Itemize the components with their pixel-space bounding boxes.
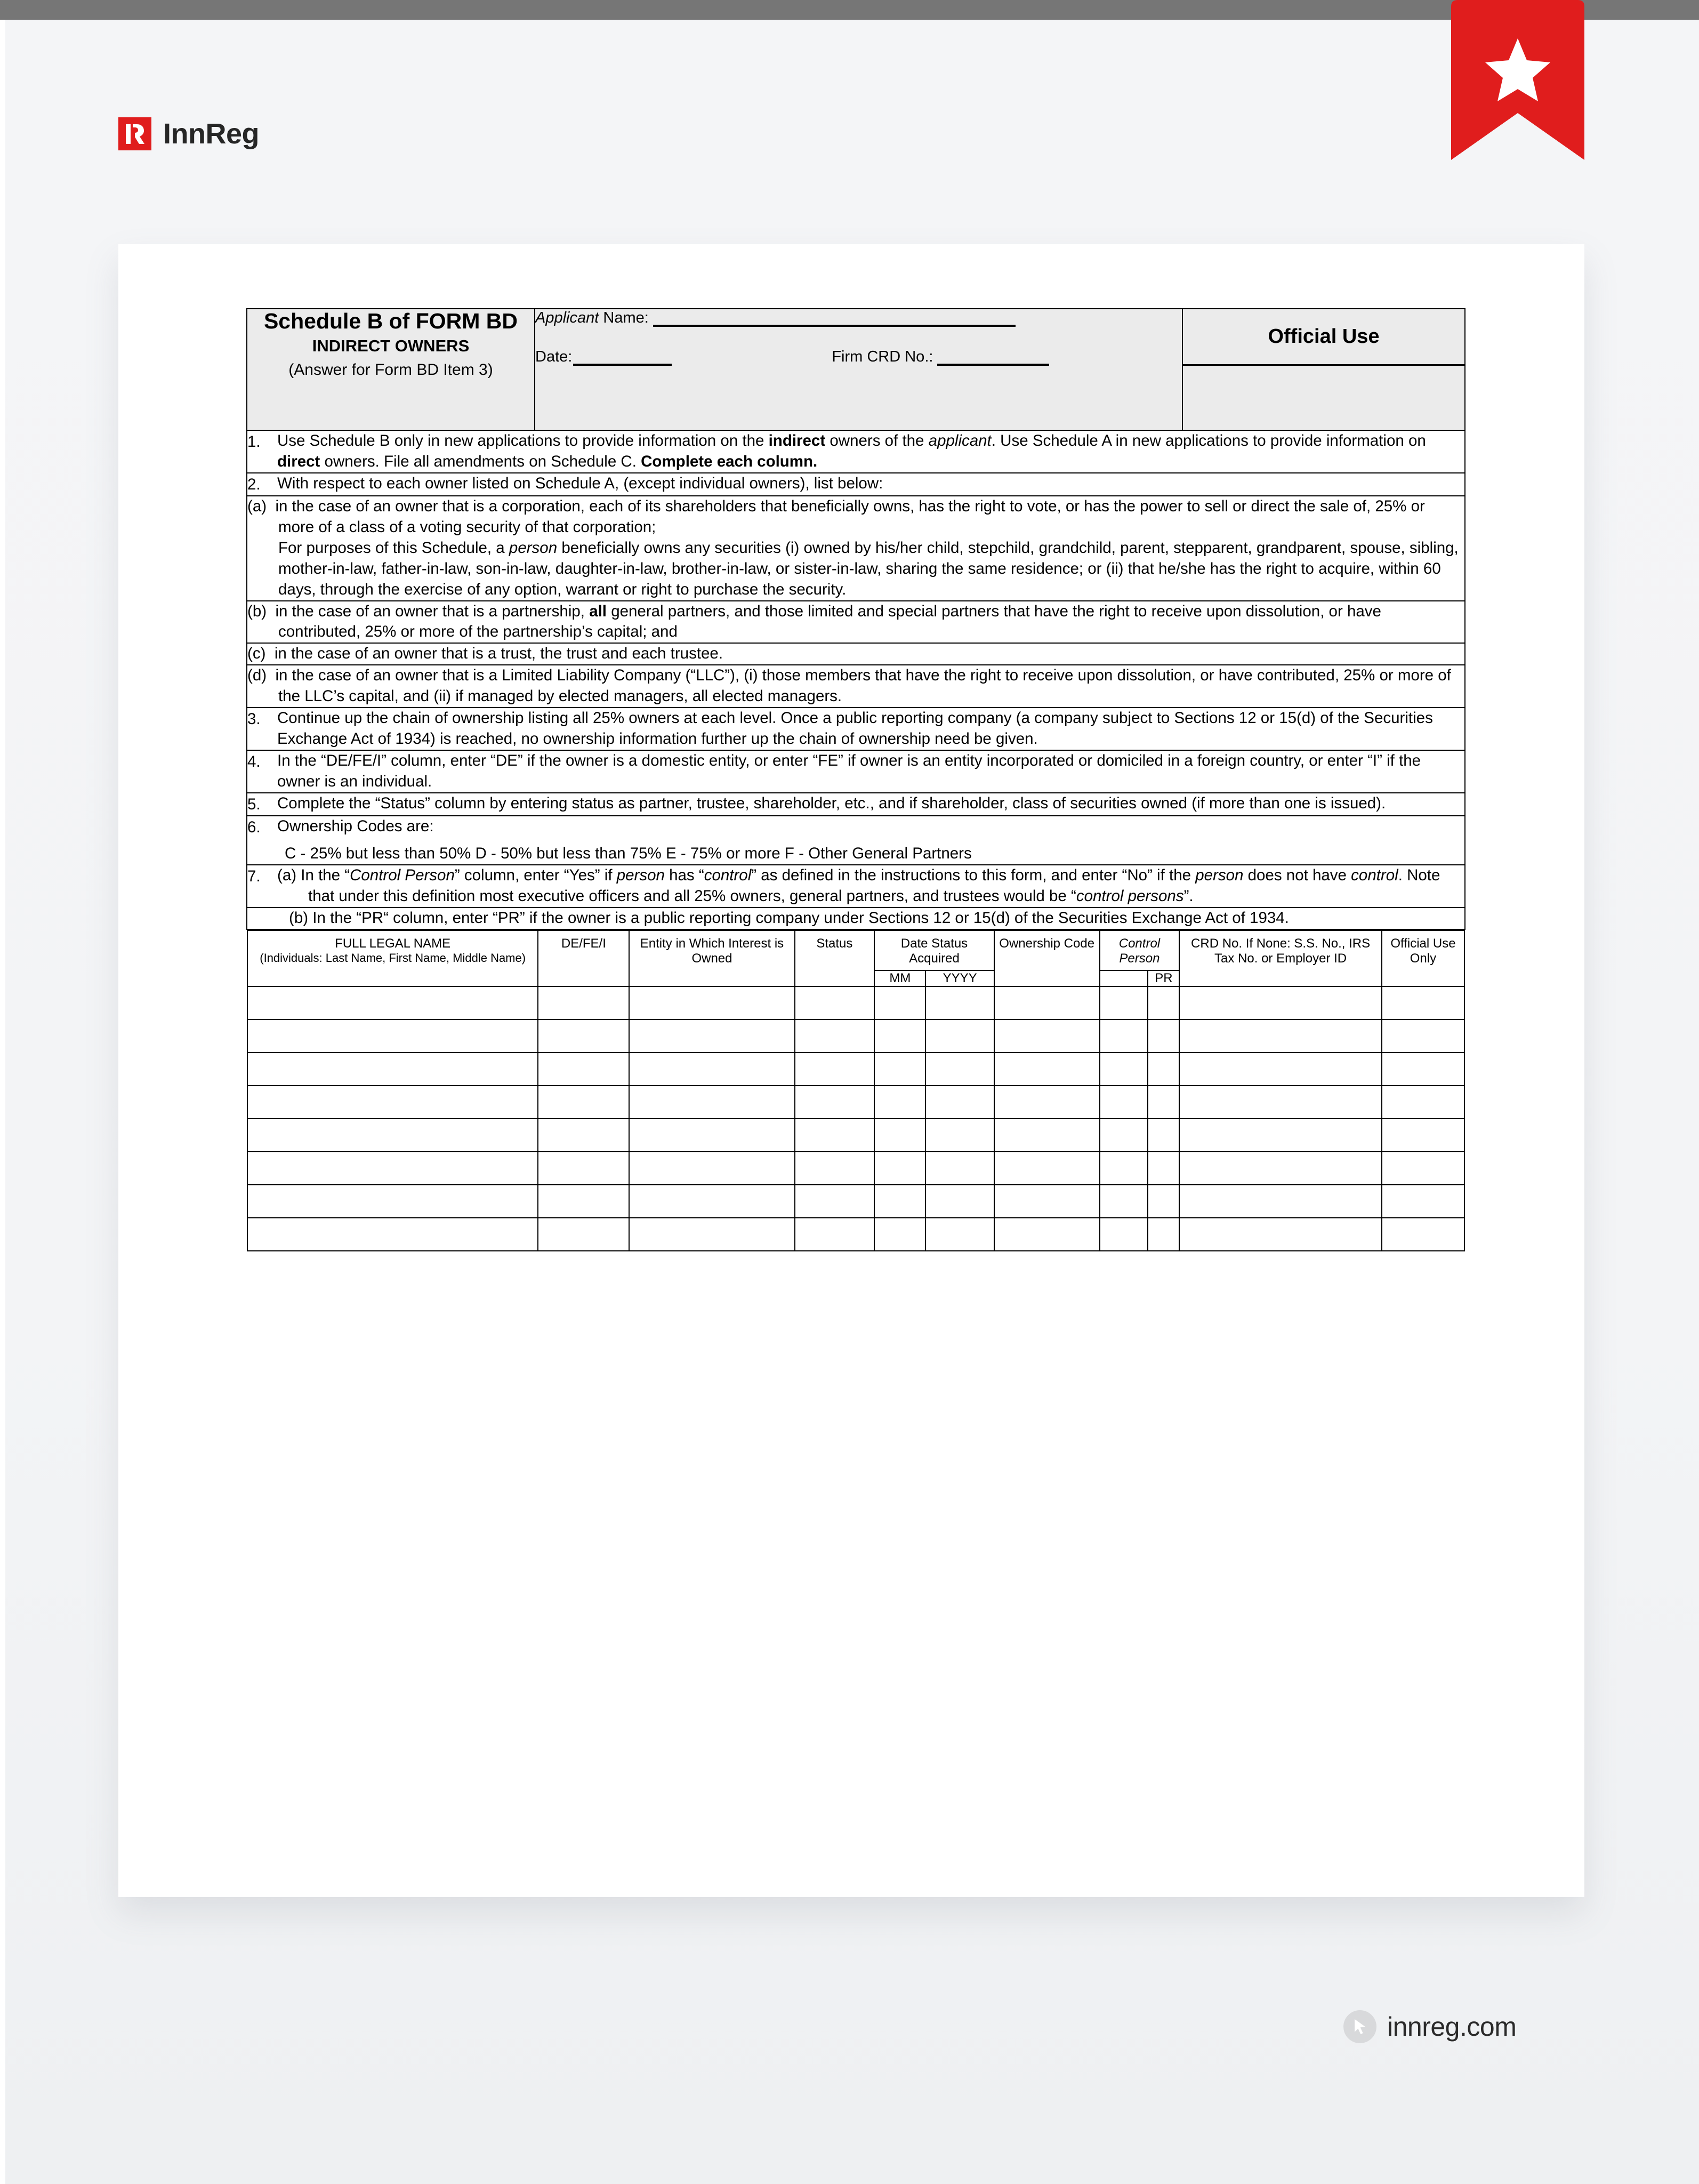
instruction-2c-text: in the case of an owner that is a trust, the trust and each trustee.	[274, 645, 723, 663]
instruction-5-number: 5.	[247, 795, 261, 813]
instruction-2a-cell	[247, 496, 1465, 601]
cell-entity-interest-owned[interactable]	[629, 1152, 794, 1185]
instruction-3-cell	[247, 708, 1465, 750]
cell-de-fe-i[interactable]	[538, 986, 629, 1019]
cell-official-use-only[interactable]	[1382, 1019, 1464, 1053]
instruction-1-text: Use Schedule B only in new applications to provide information on the indirect owners of the applicant. Use Schedule A in new applications to provide information on direct owners. File all amendments on Schedule C. Complete each column.	[277, 432, 1426, 470]
ownership-codes-heading: Ownership Codes are:	[277, 817, 434, 835]
cell-date-mm[interactable]	[874, 1218, 925, 1251]
cell-date-yyyy[interactable]	[925, 1185, 994, 1218]
col-entity-interest-owned: Entity in Which Interest is Owned	[629, 930, 794, 987]
cell-full-legal-name[interactable]	[247, 1053, 538, 1086]
instruction-2c-cell	[247, 643, 1465, 665]
subcol-pr: PR	[1148, 970, 1179, 986]
cell-status[interactable]	[795, 1218, 875, 1251]
instruction-2-text: With respect to each owner listed on Schedule A, (except individual owners), list below:	[277, 474, 883, 492]
cell-status[interactable]	[795, 1185, 875, 1218]
instruction-7b-spacer	[259, 908, 289, 929]
cell-date-yyyy[interactable]	[925, 986, 994, 1019]
col-status: Status	[795, 930, 875, 987]
instruction-row-3	[247, 708, 1465, 750]
cell-pr[interactable]	[1148, 1086, 1179, 1119]
applicant-name-row	[535, 309, 1182, 327]
cell-entity-interest-owned[interactable]	[629, 1119, 794, 1152]
date-crd-row	[535, 348, 1182, 366]
instruction-2d-text: in the case of an owner that is a Limited Liability Company (“LLC”), (i) those members that have the right to receive upon dissolution, or have contributed, 25% or more of the LLC’s capital, and (ii) if managed by elected managers, all elected managers.	[275, 667, 1451, 705]
cell-date-yyyy[interactable]	[925, 1218, 994, 1251]
innreg-logo-icon	[118, 117, 151, 150]
firm-crd-input[interactable]	[937, 352, 1049, 366]
form-header-row	[247, 309, 1465, 430]
form-title-line2: INDIRECT OWNERS	[312, 336, 470, 355]
instruction-7a-text: In the “Control Person” column, enter “Yes” if person has “control” as defined in the instructions to this form, and enter “No” if the person does not have control. Note that under this definition most executive officers and all 25% owners, general partners, and trustees would be “control persons”.	[301, 866, 1440, 905]
cell-official-use-only[interactable]	[1382, 1086, 1464, 1119]
official-use-blank[interactable]	[1183, 366, 1464, 430]
instruction-2c-label: (c)	[247, 645, 266, 663]
cell-date-yyyy[interactable]	[925, 1053, 994, 1086]
col-de-fe-i: DE/FE/I	[538, 930, 629, 987]
cell-full-legal-name[interactable]	[247, 986, 538, 1019]
instruction-7b-label: (b)	[289, 909, 309, 927]
cell-status[interactable]	[795, 1019, 875, 1053]
instruction-2b-text: in the case of an owner that is a partnership, all general partners, and those limited and special partners that have the right to receive upon dissolution, or have contributed, 25% or more of the partnership’s capital; and	[275, 602, 1381, 641]
applicant-info-cell	[535, 309, 1182, 430]
instruction-7b-text: In the “PR“ column, enter “PR” if the owner is a public reporting company under Sections 12 or 15(d) of the Securities Exchange Act of 1934.	[312, 909, 1289, 927]
cell-control-person[interactable]	[1100, 1086, 1148, 1119]
instruction-2b-label: (b)	[247, 602, 267, 620]
brand-header	[118, 117, 259, 150]
cell-crd-ssn-irs[interactable]	[1179, 1019, 1382, 1053]
instruction-row-2c	[247, 643, 1465, 665]
cell-official-use-only[interactable]	[1382, 1053, 1464, 1086]
instruction-7-number: 7.	[247, 867, 261, 885]
cell-entity-interest-owned[interactable]	[629, 1019, 794, 1053]
table-row[interactable]	[247, 1053, 1464, 1086]
table-row[interactable]	[247, 1185, 1464, 1218]
cell-ownership-code[interactable]	[994, 1185, 1100, 1218]
instruction-6-cell	[247, 816, 1465, 865]
cell-pr[interactable]	[1148, 986, 1179, 1019]
cell-de-fe-i[interactable]	[538, 1086, 629, 1119]
cell-pr[interactable]	[1148, 1053, 1179, 1086]
instruction-row-1	[247, 430, 1465, 473]
instruction-row-5	[247, 793, 1465, 816]
table-row[interactable]	[247, 1086, 1464, 1119]
site-footer[interactable]	[1343, 2010, 1516, 2043]
cell-crd-ssn-irs[interactable]	[1179, 1119, 1382, 1152]
cell-pr[interactable]	[1148, 1019, 1179, 1053]
cell-entity-interest-owned[interactable]	[629, 1185, 794, 1218]
instruction-row-2	[247, 473, 1465, 496]
cell-control-person[interactable]	[1100, 1053, 1148, 1086]
col-ownership-code: Ownership Code	[994, 930, 1100, 987]
cell-status[interactable]	[795, 1119, 875, 1152]
instruction-4-cell	[247, 750, 1465, 793]
instruction-2-number: 2.	[247, 475, 261, 493]
owners-table-cell	[247, 929, 1465, 1252]
cell-status[interactable]	[795, 986, 875, 1019]
cell-crd-ssn-irs[interactable]	[1179, 1152, 1382, 1185]
cell-date-mm[interactable]	[874, 1185, 925, 1218]
cell-date-mm[interactable]	[874, 1119, 925, 1152]
instruction-row-6	[247, 816, 1465, 865]
col-full-legal-name-sub: (Individuals: Last Name, First Name, Middle Name)	[260, 951, 526, 965]
applicant-label: Applicant	[535, 309, 599, 326]
table-row[interactable]	[247, 1218, 1464, 1251]
cell-entity-interest-owned[interactable]	[629, 1053, 794, 1086]
cell-ownership-code[interactable]	[994, 1086, 1100, 1119]
instruction-row-7b	[247, 908, 1465, 929]
date-input[interactable]	[573, 352, 672, 366]
cell-control-person[interactable]	[1100, 1119, 1148, 1152]
instruction-3-number: 3.	[247, 710, 261, 728]
cell-de-fe-i[interactable]	[538, 1053, 629, 1086]
cell-ownership-code[interactable]	[994, 1053, 1100, 1086]
table-row[interactable]	[247, 1119, 1464, 1152]
instruction-2d-cell	[247, 665, 1465, 708]
applicant-label-rest: Name:	[599, 309, 649, 326]
official-use-label: Official Use	[1183, 309, 1464, 366]
brand-name: InnReg	[163, 118, 259, 150]
cell-de-fe-i[interactable]	[538, 1019, 629, 1053]
col-crd-ssn-irs: CRD No. If None: S.S. No., IRS Tax No. or Employer ID	[1179, 930, 1382, 987]
col-date-status-acquired: Date Status Acquired	[874, 930, 994, 971]
owners-table-header-row	[247, 930, 1464, 971]
cell-full-legal-name[interactable]	[247, 1152, 538, 1185]
instruction-4-text: In the “DE/FE/I” column, enter “DE” if the owner is a domestic entity, or enter “FE” if owner is an entity incorporated or domiciled in a foreign country, or enter “I” if the owner is an individual.	[277, 752, 1421, 790]
cell-crd-ssn-irs[interactable]	[1179, 1053, 1382, 1086]
subcol-control-blank	[1100, 970, 1148, 986]
form-bd-schedule-b	[246, 308, 1466, 1251]
cell-ownership-code[interactable]	[994, 1218, 1100, 1251]
instruction-row-2b	[247, 601, 1465, 644]
cell-control-person[interactable]	[1100, 1218, 1148, 1251]
owners-table-row	[247, 929, 1465, 1252]
cell-crd-ssn-irs[interactable]	[1179, 1185, 1382, 1218]
document-card	[118, 244, 1584, 1897]
table-row[interactable]	[247, 1019, 1464, 1053]
cell-control-person[interactable]	[1100, 1152, 1148, 1185]
instruction-2a-text: in the case of an owner that is a corporation, each of its shareholders that beneficially owns, has the right to vote, or has the power to sell or direct the sale of, 25% or more of a class of a voting security of that corporation; For purposes of this Schedule, a person beneficially owns any securities (i) owned by his/her child, stepchild, grandchild, parent, stepparent, grandparent, spouse, sibling, mother-in-law, father-in-law, son-in-law, daughter-in-law, brother-in-law, or sister-in-law, sharing the same residence; or (ii) that he/she has the right to acquire, within 60 days, through the exercise of any option, warrant or right to purchase the security.	[275, 497, 1459, 598]
applicant-name-input[interactable]	[653, 313, 1016, 327]
site-footer-label: innreg.com	[1387, 2012, 1517, 2042]
cell-control-person[interactable]	[1100, 1019, 1148, 1053]
instruction-row-4	[247, 750, 1465, 793]
cell-crd-ssn-irs[interactable]	[1179, 986, 1382, 1019]
instruction-row-2a	[247, 496, 1465, 601]
cell-pr[interactable]	[1148, 1185, 1179, 1218]
date-label: Date:	[535, 348, 573, 365]
instruction-1-number: 1.	[247, 433, 261, 451]
cell-control-person[interactable]	[1100, 986, 1148, 1019]
cell-full-legal-name[interactable]	[247, 1218, 538, 1251]
cell-date-mm[interactable]	[874, 1019, 925, 1053]
official-use-cell	[1182, 309, 1465, 430]
cursor-pointer-icon	[1343, 2010, 1376, 2043]
cell-status[interactable]	[795, 1086, 875, 1119]
cell-date-mm[interactable]	[874, 986, 925, 1019]
cell-pr[interactable]	[1148, 1218, 1179, 1251]
cell-ownership-code[interactable]	[994, 1152, 1100, 1185]
instruction-2d-label: (d)	[247, 667, 267, 685]
cell-date-mm[interactable]	[874, 1086, 925, 1119]
cell-official-use-only[interactable]	[1382, 1185, 1464, 1218]
cell-date-mm[interactable]	[874, 1053, 925, 1086]
cell-ownership-code[interactable]	[994, 1119, 1100, 1152]
instruction-2a-label: (a)	[247, 497, 267, 515]
cell-crd-ssn-irs[interactable]	[1179, 1218, 1382, 1251]
col-official-use-only: Official Use Only	[1382, 930, 1464, 987]
cell-full-legal-name[interactable]	[247, 1086, 538, 1119]
cell-official-use-only[interactable]	[1382, 1119, 1464, 1152]
cell-full-legal-name[interactable]	[247, 1185, 538, 1218]
instruction-5-cell	[247, 793, 1465, 816]
cell-de-fe-i[interactable]	[538, 1119, 629, 1152]
form-title-cell	[247, 309, 535, 430]
bookmark-ribbon	[1451, 0, 1584, 160]
cell-full-legal-name[interactable]	[247, 1119, 538, 1152]
cell-date-yyyy[interactable]	[925, 1152, 994, 1185]
firm-crd-label: Firm CRD No.:	[832, 348, 933, 365]
cell-crd-ssn-irs[interactable]	[1179, 1086, 1382, 1119]
cell-full-legal-name[interactable]	[247, 1019, 538, 1053]
form-title-line1: Schedule B of FORM BD	[263, 309, 518, 333]
top-browser-bar	[0, 0, 1699, 20]
instruction-row-2d	[247, 665, 1465, 708]
cell-official-use-only[interactable]	[1382, 986, 1464, 1019]
form-title-line3: (Answer for Form BD Item 3)	[288, 361, 493, 379]
table-row[interactable]	[247, 986, 1464, 1019]
instruction-2b-cell	[247, 601, 1465, 644]
instruction-5-text: Complete the “Status” column by entering status as partner, trustee, shareholder, etc., and if shareholder, class of securities owned (if more than one is issued).	[277, 794, 1386, 812]
cell-de-fe-i[interactable]	[538, 1185, 629, 1218]
col-full-legal-name: FULL LEGAL NAME (Individuals: Last Name, First Name, Middle Name)	[247, 930, 538, 987]
cell-date-mm[interactable]	[874, 1152, 925, 1185]
cell-de-fe-i[interactable]	[538, 1218, 629, 1251]
instruction-2-cell	[247, 473, 1465, 496]
cell-status[interactable]	[795, 1152, 875, 1185]
instruction-1-cell	[247, 430, 1465, 473]
cell-status[interactable]	[795, 1053, 875, 1086]
instruction-7a-cell	[247, 865, 1465, 908]
instruction-4-number: 4.	[247, 753, 261, 771]
cell-ownership-code[interactable]	[994, 986, 1100, 1019]
instruction-3-text: Continue up the chain of ownership listing all 25% owners at each level. Once a public reporting company (a company subject to Sections 12 or 15(d) of the Securities Exchange Act of 1934) is reached, no ownership information further up the chain of ownership need be given.	[277, 709, 1433, 748]
cell-ownership-code[interactable]	[994, 1019, 1100, 1053]
cell-official-use-only[interactable]	[1382, 1152, 1464, 1185]
cell-de-fe-i[interactable]	[538, 1152, 629, 1185]
cell-entity-interest-owned[interactable]	[629, 1218, 794, 1251]
cell-date-yyyy[interactable]	[925, 1086, 994, 1119]
instruction-7b-cell	[247, 908, 1465, 929]
cell-pr[interactable]	[1148, 1119, 1179, 1152]
table-row[interactable]	[247, 1152, 1464, 1185]
subcol-mm: MM	[874, 970, 925, 986]
cell-pr[interactable]	[1148, 1152, 1179, 1185]
cell-date-yyyy[interactable]	[925, 1019, 994, 1053]
cell-entity-interest-owned[interactable]	[629, 1086, 794, 1119]
col-control-person: Control Person	[1100, 930, 1180, 971]
ownership-codes-list: C - 25% but less than 50% D - 50% but less than 75% E - 75% or more F - Other General Partners	[285, 844, 972, 862]
cell-control-person[interactable]	[1100, 1185, 1148, 1218]
indirect-owners-table	[247, 930, 1465, 1252]
cell-official-use-only[interactable]	[1382, 1218, 1464, 1251]
instruction-7a-label: (a)	[277, 866, 297, 884]
subcol-yyyy: YYYY	[925, 970, 994, 986]
cell-entity-interest-owned[interactable]	[629, 986, 794, 1019]
cell-date-yyyy[interactable]	[925, 1119, 994, 1152]
instruction-row-7a	[247, 865, 1465, 908]
instruction-6-number: 6.	[247, 818, 261, 836]
